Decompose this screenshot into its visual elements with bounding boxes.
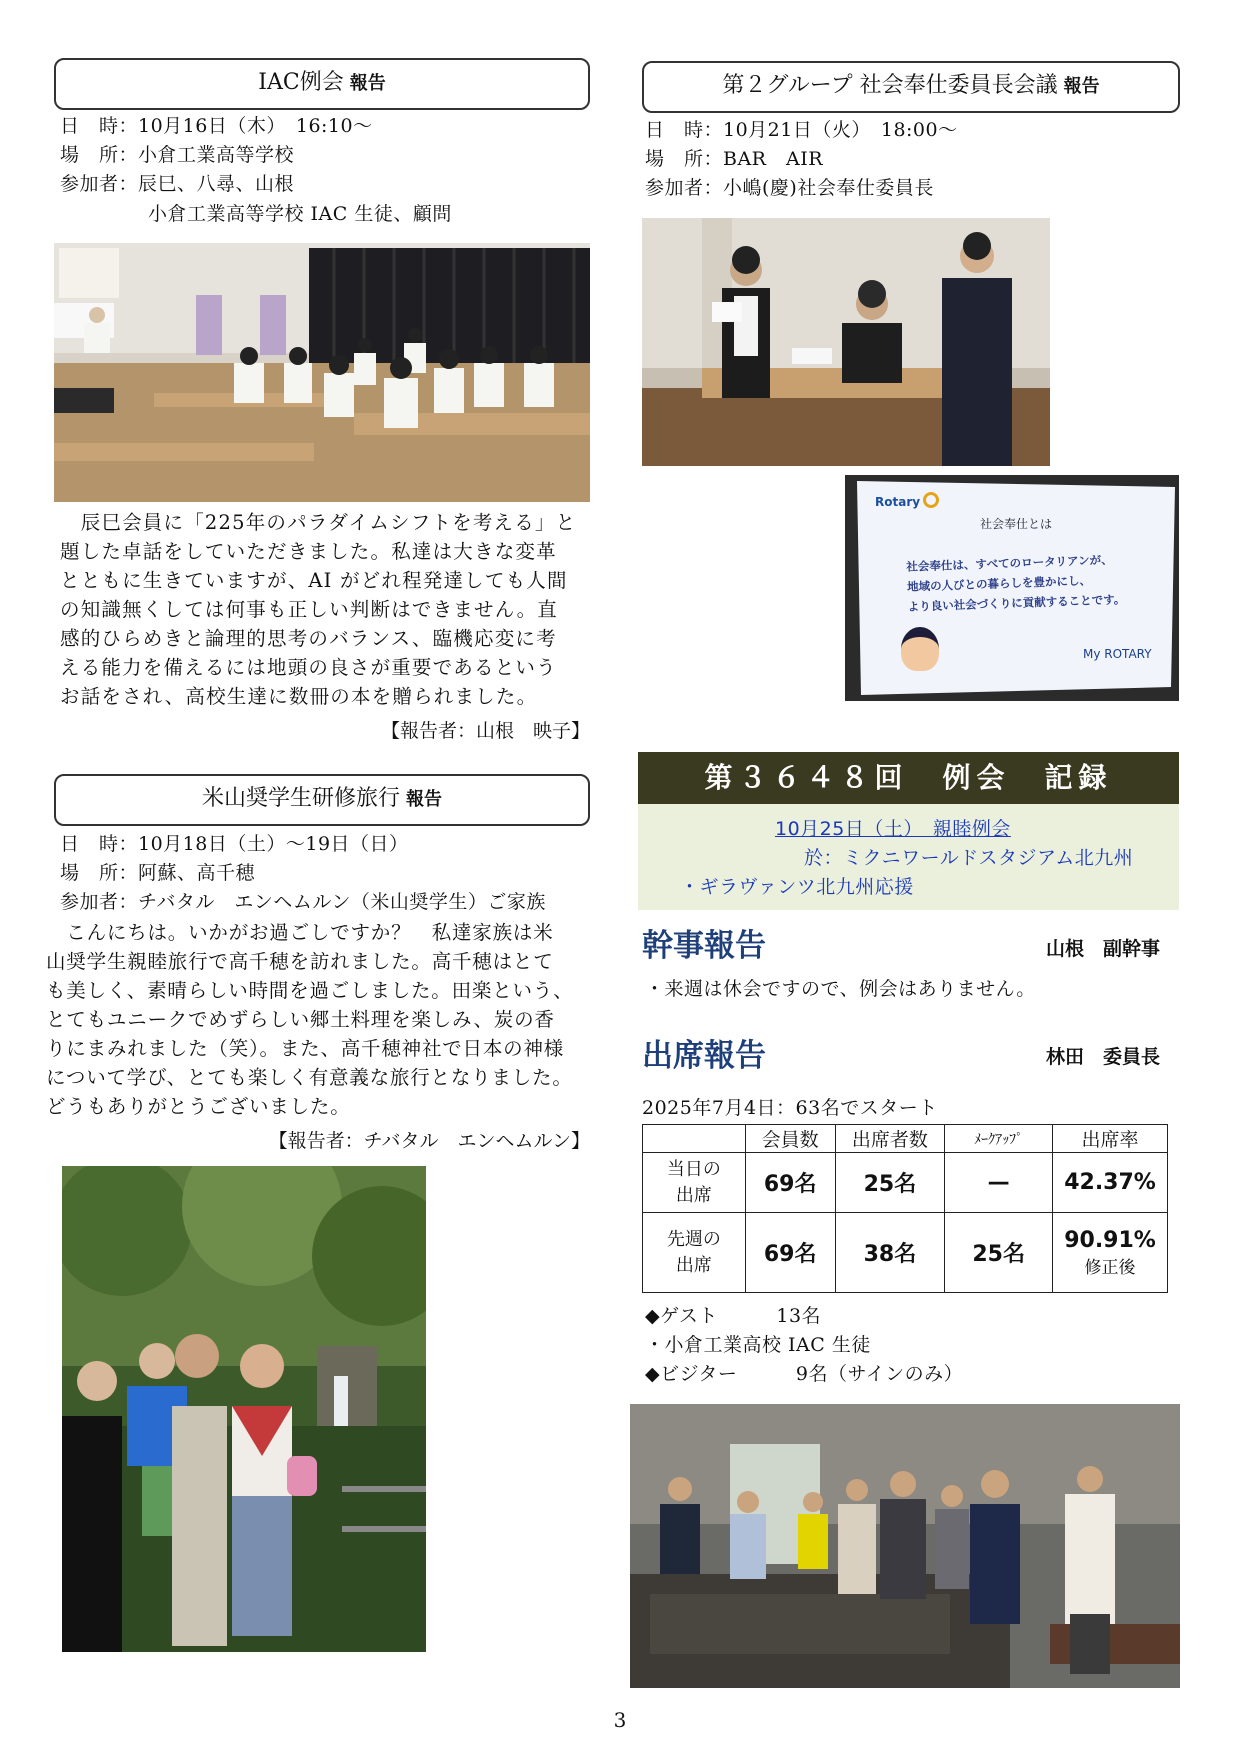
visitor-line: ◆ビジター 9名（サインのみ）	[645, 1363, 964, 1385]
col-header: ﾒｰｸｱｯﾌﾟ	[945, 1125, 1053, 1153]
iac-title-box	[54, 58, 590, 110]
cell: 25名	[835, 1153, 945, 1213]
iac-body	[60, 508, 576, 711]
service-slide-photo	[845, 475, 1179, 701]
cell: —	[945, 1153, 1053, 1213]
cell-note: 修正後	[1084, 1257, 1136, 1278]
yoneyama-body-line: どうもありがとうございました。	[46, 1095, 351, 1118]
yoneyama-body-line: とてもユニークでめずらしい郷土料理を楽しみ、炭の香	[46, 1008, 555, 1031]
kanji-report-title: 幹事報告	[642, 928, 766, 964]
iac-body-line: とともに生きていますが、AI がどれ程発達しても人間	[60, 569, 568, 592]
meeting-note: ・ギラヴァンツ北九州応援	[680, 876, 914, 898]
iac-attendees-cont: 小倉工業高等学校 IAC 生徒、顧問	[148, 203, 452, 225]
slide-brand: Rotary	[875, 495, 921, 509]
group2-place: 場 所：BAR AIR	[645, 148, 824, 170]
rotary-wheel-icon	[923, 492, 939, 508]
iac-date: 日 時：10月16日（木） 16:10～	[60, 115, 373, 137]
group2-attendees: 参加者：小嶋(慶)社会奉仕委員長	[645, 177, 934, 199]
col-header: 会員数	[745, 1125, 835, 1153]
yoneyama-body-line: について学び、とても楽しく有意義な旅行となりました。	[46, 1066, 573, 1089]
yoneyama-body-line: も美しく、素晴らしい時間を過ごしました。田楽という、	[46, 979, 574, 1002]
row-label-line: 先週の	[666, 1228, 721, 1250]
group2-date: 日 時：10月21日（火） 18:00～	[645, 119, 958, 141]
slide-text	[906, 549, 1126, 617]
committee-meeting-photo	[642, 218, 1050, 466]
yoneyama-title-box	[54, 774, 590, 826]
group2-title-suffix: 報告	[1063, 76, 1100, 97]
slide-text-line: 地域の人びとの暮らしを豊かにし、	[906, 573, 1092, 594]
yoneyama-place: 場 所：阿蘇、高千穂	[60, 862, 256, 884]
row-label	[643, 1153, 746, 1213]
group2-title-box	[642, 61, 1180, 113]
kanji-report-who: 山根 副幹事	[1046, 938, 1161, 960]
cell: 69名	[745, 1153, 835, 1213]
attendance-title: 出席報告	[642, 1038, 766, 1074]
iac-place: 場 所：小倉工業高等学校	[60, 144, 295, 166]
iac-body-line: える能力を備えるには地頭の良さが重要であるという	[60, 656, 557, 679]
row-label-line: 出席	[675, 1184, 712, 1206]
cell: 69名	[745, 1213, 835, 1293]
yoneyama-body-line: 山奨学生親睦旅行で高千穂を訪れました。高千穂はとて	[46, 950, 554, 973]
iac-title-suffix: 報告	[349, 73, 386, 94]
cell	[1053, 1213, 1168, 1293]
takachiho-family-photo	[62, 1166, 426, 1652]
guest-detail: ・小倉工業高校 IAC 生徒	[645, 1334, 871, 1356]
meeting-venue: 於：ミクニワールドスタジアム北九州	[804, 847, 1134, 869]
guest-line: ◆ゲスト 13名	[645, 1305, 822, 1327]
iac-body-line: 辰巳会員に「225年のパラダイムシフトを考える」と	[60, 511, 577, 534]
slide-footer: My ROTARY	[1083, 647, 1152, 661]
slide-heading: 社会奉仕とは	[980, 517, 1053, 531]
iac-classroom-photo	[54, 243, 590, 502]
row-label-line: 当日の	[666, 1158, 721, 1180]
group2-title: 第２グループ 社会奉仕委員長会議	[722, 73, 1058, 98]
kanji-report-item: ・来週は休会ですので、例会はありません。	[645, 978, 1036, 1000]
iac-reporter: 【報告者：山根 映子】	[380, 720, 590, 742]
boy-illustration-icon	[901, 627, 939, 671]
slide-text-line: より良い社会づくりに貢献することです。	[907, 592, 1126, 614]
iac-body-line: 題した卓話をしていただきました。私達は大きな変革	[60, 540, 557, 563]
yoneyama-reporter: 【報告者：チバタル エンヘムルン】	[268, 1130, 590, 1152]
slide-text-line: 社会奉仕は、すべてのロータリアンが、	[906, 552, 1113, 574]
iac-attendees: 参加者：辰巳、八尋、山根	[60, 173, 295, 195]
row-label-line: 出席	[675, 1254, 712, 1276]
cell: 38名	[835, 1213, 945, 1293]
corner-cell	[643, 1125, 746, 1153]
yoneyama-attendees: 参加者：チバタル エンヘムルン（米山奨学生）ご家族	[60, 891, 546, 913]
meeting-date: 10月25日（土） 親睦例会	[775, 818, 1011, 840]
iac-title: IAC例会	[258, 70, 344, 95]
iac-body-line: の知識無くしては何事も正しい判断はできません。直	[60, 598, 558, 621]
col-header: 出席者数	[835, 1125, 945, 1153]
yoneyama-title: 米山奨学生研修旅行	[201, 786, 400, 811]
attendance-start: 2025年7月4日：63名でスタート	[642, 1097, 938, 1119]
iac-body-line: お話をされ、高校生達に数冊の本を贈られました。	[60, 685, 538, 708]
attendance-who: 林田 委員長	[1046, 1046, 1161, 1068]
meeting-room-photo	[630, 1404, 1180, 1688]
col-header: 出席率	[1053, 1125, 1168, 1153]
cell: 42.37%	[1053, 1153, 1168, 1213]
cell-value: 90.91%	[1064, 1227, 1156, 1253]
meeting-header: 第３６４８回 例会 記録	[638, 752, 1179, 804]
page-number: 3	[613, 1708, 627, 1732]
attendance-table	[642, 1124, 1168, 1293]
yoneyama-body	[46, 918, 573, 1121]
yoneyama-date: 日 時：10月18日（土）～19日（日）	[60, 833, 409, 855]
cell: 25名	[945, 1213, 1053, 1293]
yoneyama-body-line: りにまみれました（笑）。また、高千穂神社で日本の神様	[46, 1037, 565, 1060]
iac-body-line: 感的ひらめきと論理的思考のバランス、臨機応変に考	[60, 627, 557, 650]
yoneyama-title-suffix: 報告	[406, 789, 442, 810]
row-label	[643, 1213, 746, 1293]
yoneyama-body-line: こんにちは。いかがお過ごしですか？ 私達家族は米	[46, 921, 554, 944]
